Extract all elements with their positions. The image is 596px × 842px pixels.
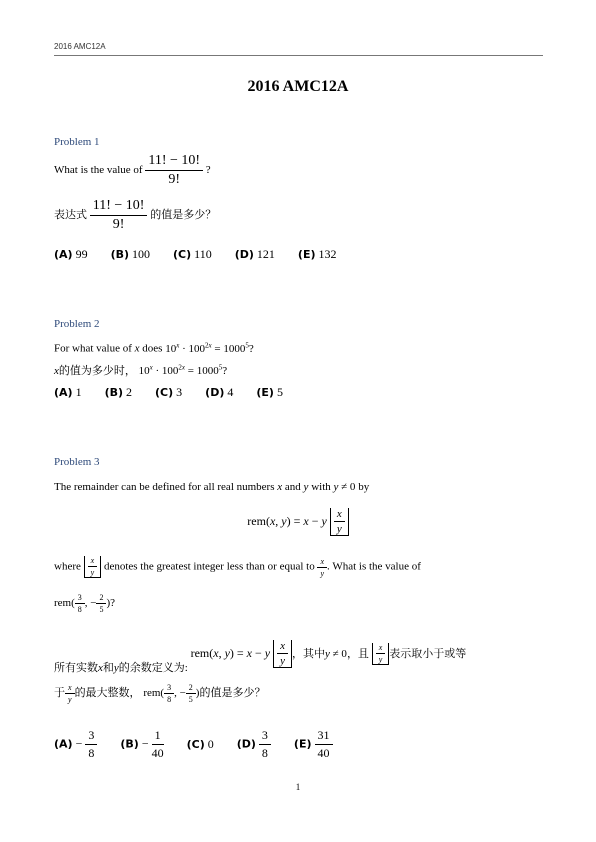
p3-choice-a: (A) − $\frac{3}{8}$ xyxy=(54,728,97,761)
p3-en-a: The remainder can be defined for all real numbers xyxy=(54,481,275,493)
p2-choice-e: (E) 5 xyxy=(256,384,283,399)
p1-frac-num: 11! − 10! xyxy=(145,153,203,171)
p3-var-x: x xyxy=(277,481,283,493)
p3-condition: y ≠ 0 xyxy=(333,481,356,493)
p1-zh-prefix: 表达式 xyxy=(54,209,87,222)
problem-3-zh-line2 xyxy=(54,683,265,704)
p1-frac-den: 9! xyxy=(168,172,181,187)
p3-zh-rem-def: rem(x, y) = x − y $\frac{x}{y}$ xyxy=(191,646,292,660)
p2-choice-d: (D) 4 xyxy=(205,384,234,399)
p2-zh-equation: $10^x \cdot 100^{2x} = 1000^5$? xyxy=(138,363,228,377)
p3-floor-inline: $\frac{x}{y}$ xyxy=(84,556,102,578)
problem-2-en xyxy=(54,341,254,355)
p1-en-suffix: ? xyxy=(205,164,211,177)
problem-3-en-line1 xyxy=(54,481,369,493)
problem-3-zh-line1: 所有实数x和y的余数定义为: rem(x, y) = x − y $\frac{x}{y}$ ，其中y ≠ 0，且 $\frac{x}{y}$ 表示取小于或等 xyxy=(54,640,467,674)
page-number: 1 xyxy=(295,782,301,792)
p3-q-tail: . What is the value of xyxy=(327,560,421,573)
p3-zh-d: ，且 xyxy=(346,647,369,660)
problem-3-en-line2 xyxy=(54,556,421,578)
p2-zh-var-x: x xyxy=(54,365,59,377)
p3-en-and: and xyxy=(284,481,301,493)
problem-2-zh xyxy=(54,362,227,378)
p2-en-prefix: For what value of xyxy=(54,342,132,355)
p3-zh-frac: $\frac{x}{y}$ xyxy=(65,683,75,704)
problem-3-title: Problem 3 xyxy=(54,456,100,468)
p2-en-mid: does xyxy=(142,342,163,355)
p2-choice-a: (A) 1 xyxy=(54,384,82,399)
p3-zh-e: 表示取小于或等 xyxy=(389,647,467,660)
header-rule xyxy=(54,55,543,56)
p3-choice-d: (D) $\frac{3}{8}$ xyxy=(237,728,271,761)
p3-floor-bracket: $\frac{x}{y}$ xyxy=(330,508,349,536)
p1-choice-e: (E) 132 xyxy=(297,246,337,261)
problem-1-choices xyxy=(54,246,357,262)
p3-zh-condition: y ≠ 0 xyxy=(325,647,347,660)
p3-choice-b: (B) − $\frac{1}{40}$ xyxy=(120,728,164,760)
p2-equation: $10^x \cdot 100^{2x} = 1000^5$? xyxy=(165,341,254,355)
p3-zh-rem-value: rem( $\frac{3}{8}$ , − $\frac{2}{5}$ ) xyxy=(143,683,200,704)
p3-zh-a: 所有实数 xyxy=(54,661,98,674)
p1-choice-b: (B) 100 xyxy=(110,246,151,261)
problem-2-choices xyxy=(54,384,303,400)
p3-zh-g: 的最大整数， xyxy=(74,687,141,700)
p3-where: where xyxy=(54,560,81,573)
p1-zh-frac-den: 9! xyxy=(112,217,125,232)
p3-zh-and: 和 xyxy=(102,661,114,674)
problem-1-zh xyxy=(54,198,216,233)
problem-1-en xyxy=(54,153,211,188)
p3-zh-c: ，其中 xyxy=(292,647,325,660)
p3-zh-h: 的值是多少？ xyxy=(199,687,266,700)
p1-en-prefix: What is the value of xyxy=(54,164,143,177)
problem-3-choices xyxy=(54,728,353,761)
p3-en-with: with xyxy=(311,481,331,493)
p1-choice-a: (A) 99 xyxy=(54,246,88,261)
p3-choice-e: (E) $\frac{31}{40}$ xyxy=(294,728,333,761)
p3-zh-floor: $\frac{x}{y}$ xyxy=(372,643,390,665)
problem-1-title: Problem 1 xyxy=(54,136,100,148)
p2-zh-suffix: 的值为多少时， xyxy=(58,365,136,377)
p1-fraction xyxy=(145,153,203,188)
running-header: 2016 AMC12A xyxy=(54,42,106,51)
p1-zh-fraction xyxy=(90,198,148,233)
p3-inline-frac: $\frac{x}{y}$ xyxy=(317,557,327,578)
p1-choice-d: (D) 121 xyxy=(234,246,275,261)
p3-choice-c: (C) 0 xyxy=(186,737,214,751)
document-title: 2016 AMC12A xyxy=(247,78,349,95)
p3-floor-desc: denotes the greatest integer less than or equal to xyxy=(103,560,315,573)
p1-choice-c: (C) 110 xyxy=(173,246,212,261)
problem-2-title: Problem 2 xyxy=(54,318,100,330)
p3-en-by: by xyxy=(358,481,370,493)
p2-choice-c: (C) 3 xyxy=(155,384,183,399)
p1-zh-frac-num: 11! − 10! xyxy=(90,198,148,216)
p3-zh-f: 于 xyxy=(54,687,65,700)
p3-zh-b: 的余数定义为: xyxy=(118,661,188,674)
p2-choice-b: (B) 2 xyxy=(104,384,133,399)
p3-var-y: y xyxy=(303,481,309,493)
p2-var-x: x xyxy=(134,342,140,355)
p3-rem-value: rem( $\frac{3}{8}$ , − $\frac{2}{5}$ )? xyxy=(54,593,116,614)
p1-zh-suffix: 的值是多少？ xyxy=(150,209,217,222)
p3-rem-definition: rem(x, y) = x − y $\frac{x}{y}$ xyxy=(0,508,596,536)
